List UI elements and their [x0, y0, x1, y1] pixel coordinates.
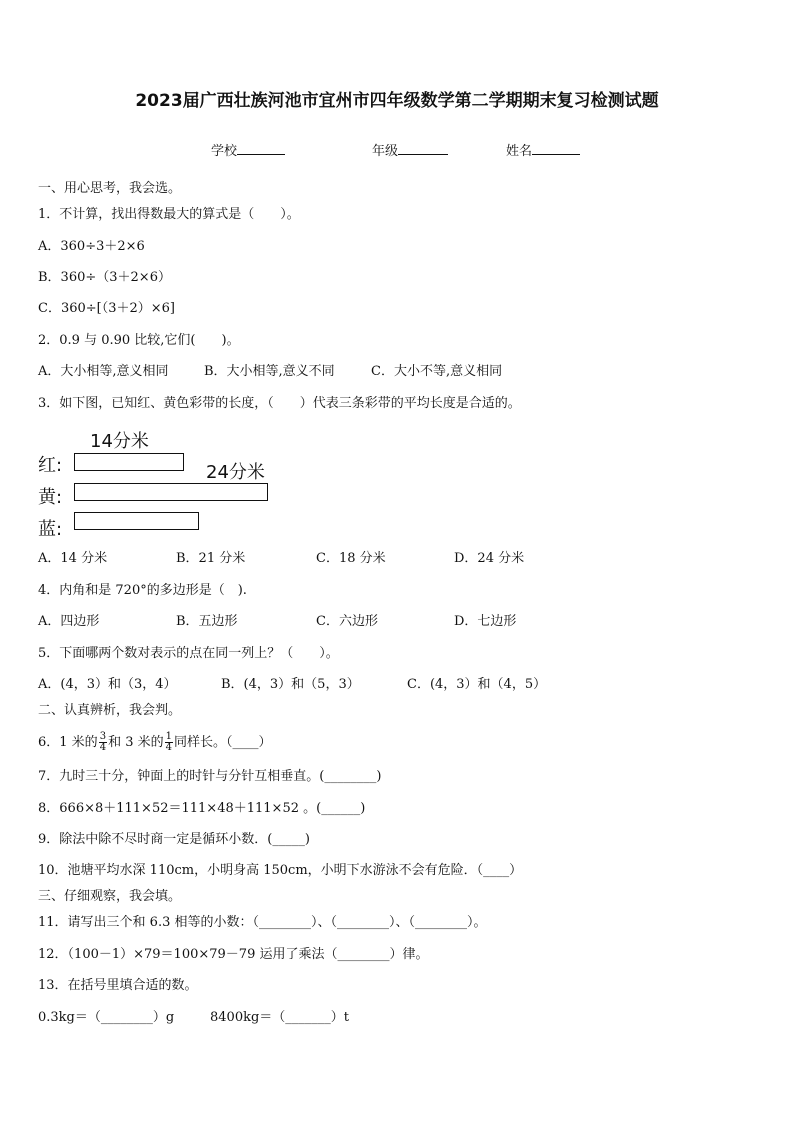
fraction-one-quarter [165, 732, 173, 753]
question-1-stem: 1．不计算，找出得数最大的算式是（ ）。 [38, 207, 300, 222]
name-label: 姓名 [506, 144, 533, 159]
question-3-stem: 3．如下图，已知红、黄色彩带的长度，（ ）代表三条彩带的平均长度是合适的。 [38, 396, 521, 411]
question-4-option-b[interactable]: B．五边形 [176, 614, 238, 629]
fraction-2-numerator: 1 [165, 731, 172, 742]
grade-field [372, 140, 448, 159]
fraction-1-numerator: 3 [99, 731, 107, 742]
question-13-blanks [38, 1009, 349, 1027]
question-12: 12．（100－1）×79＝100×79－79 运用了乘法（________）律。 [38, 947, 429, 962]
page-title: 2023届广西壮族河池市宜州市四年级数学第二学期期末复习检测试题 [135, 91, 659, 111]
question-5-option-b[interactable]: B．(4，3）和（5，3） [221, 677, 360, 692]
question-6-part-1: 6．1 米的 [38, 735, 98, 750]
school-blank[interactable] [237, 142, 285, 155]
question-6-part-3: 同样长。（____） [173, 735, 272, 750]
school-label: 学校 [211, 144, 238, 159]
question-4-stem: 4．内角和是 720°的多边形是（ ). [38, 583, 247, 598]
red-ribbon-label: 红: [38, 455, 63, 476]
question-7: 7．九时三十分，钟面上的时针与分针互相垂直。(________) [38, 769, 382, 784]
question-1-option-c[interactable]: C．360÷[（3＋2）×6] [38, 301, 176, 316]
section-heading-1: 一、用心思考，我会选。 [38, 181, 182, 196]
red-length-label: 14分米 [90, 431, 149, 452]
question-11: 11．请写出三个和 6.3 相等的小数：（________）、（________）、（________）。 [38, 915, 487, 930]
question-2-stem: 2．0.9 与 0.90 比较,它们( )。 [38, 333, 240, 348]
fraction-2-denominator: 4 [165, 742, 172, 753]
question-2-option-b[interactable]: B．大小相等,意义不同 [204, 364, 335, 379]
question-2-option-c[interactable]: C．大小不等,意义相同 [371, 364, 503, 379]
red-ribbon-bar [74, 453, 184, 471]
question-3-option-c[interactable]: C．18 分米 [316, 551, 386, 566]
question-3-options [38, 550, 524, 568]
fraction-three-quarters [99, 732, 107, 753]
name-blank[interactable] [532, 142, 580, 155]
question-1-option-b[interactable]: B．360÷（3＋2×6） [38, 270, 171, 285]
grade-blank[interactable] [398, 142, 448, 155]
question-9: 9．除法中除不尽时商一定是循环小数．(_____) [38, 832, 310, 847]
question-13-stem: 13．在括号里填合适的数。 [38, 978, 198, 993]
grade-label: 年级 [372, 144, 399, 159]
question-10: 10．池塘平均水深 110cm，小明身高 150cm，小明下水游泳不会有危险．（____） [38, 863, 523, 878]
question-8: 8．666×8＋111×52＝111×48＋111×52 。(______) [38, 801, 366, 816]
question-1-option-a[interactable]: A．360÷3＋2×6 [38, 239, 145, 254]
question-4-option-d[interactable]: D．七边形 [454, 614, 517, 629]
name-field [506, 140, 580, 159]
ribbon-figure [38, 425, 298, 540]
question-6-part-2: 和 3 米的 [108, 735, 164, 750]
fraction-1-denominator: 4 [99, 742, 107, 753]
question-3-option-a[interactable]: A．14 分米 [38, 551, 108, 566]
section-heading-2: 二、认真辨析，我会判。 [38, 703, 182, 718]
question-4-option-c[interactable]: C．六边形 [316, 614, 378, 629]
question-4-option-a[interactable]: A．四边形 [38, 614, 100, 629]
question-4-options [38, 613, 516, 631]
question-13-blank-b[interactable]: 8400kg＝（_______）t [210, 1010, 350, 1025]
question-5-stem: 5．下面哪两个数对表示的点在同一列上？（ ）。 [38, 646, 339, 661]
question-5-options [38, 676, 546, 694]
question-3-option-d[interactable]: D．24 分米 [454, 551, 525, 566]
question-2-options [38, 363, 502, 381]
school-field [211, 140, 285, 159]
blue-ribbon-bar [74, 512, 199, 530]
question-5-option-a[interactable]: A．(4，3）和（3，4） [38, 677, 177, 692]
question-5-option-c[interactable]: C．(4，3）和（4，5） [407, 677, 547, 692]
question-3-option-b[interactable]: B．21 分米 [176, 551, 246, 566]
yellow-ribbon-bar [74, 483, 268, 501]
blue-ribbon-label: 蓝: [38, 519, 63, 540]
section-heading-3: 三、仔细观察，我会填。 [38, 889, 182, 904]
yellow-ribbon-label: 黄: [38, 487, 63, 508]
yellow-length-label: 24分米 [206, 462, 265, 483]
question-6 [38, 732, 272, 753]
question-13-blank-a[interactable]: 0.3kg＝（________）g [38, 1010, 175, 1025]
question-2-option-a[interactable]: A．大小相等,意义相同 [38, 364, 169, 379]
